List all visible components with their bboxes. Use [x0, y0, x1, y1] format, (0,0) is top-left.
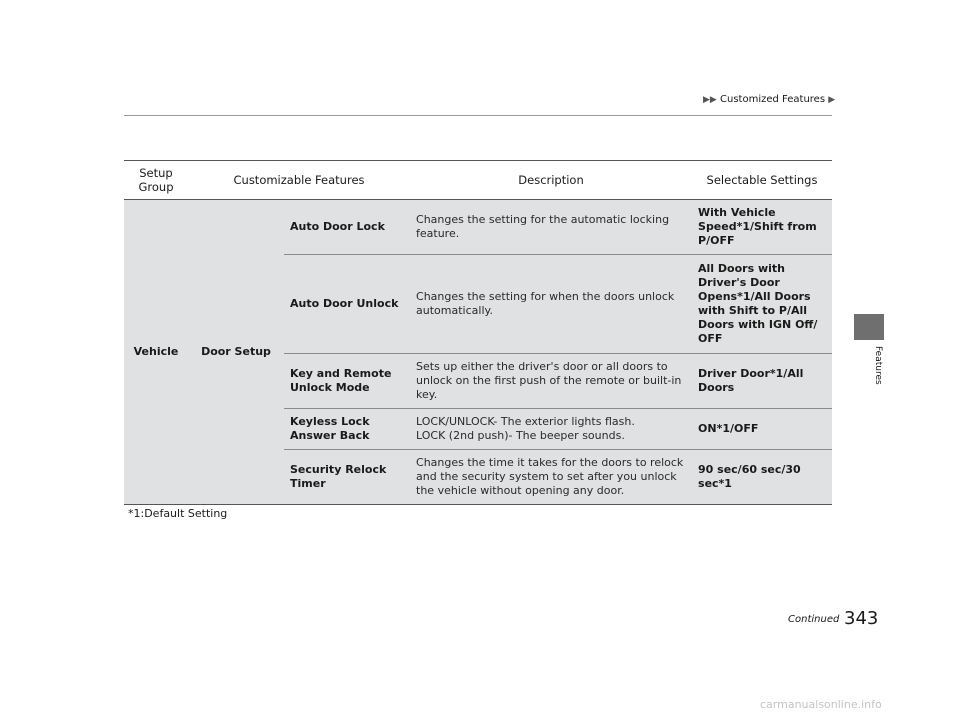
column-header-setup-group: Setup Group	[124, 161, 188, 200]
description-cell	[410, 409, 692, 450]
section-tab-label: Features	[873, 346, 883, 385]
section-tab	[854, 314, 884, 340]
breadcrumb-label[interactable]: Customized Features	[720, 94, 826, 105]
subgroup-cell: Door Setup	[188, 200, 284, 505]
customizable-features-table	[124, 160, 832, 505]
feature-cell: Auto Door Unlock	[284, 255, 410, 354]
column-header-customizable-features: Customizable Features	[188, 161, 410, 200]
description-cell	[410, 255, 692, 354]
description-cell	[410, 354, 692, 409]
continued-label: Continued	[788, 614, 840, 625]
settings-cell: With Vehicle Speed*1/Shift from P/OFF	[692, 200, 832, 255]
description-cell	[410, 450, 692, 505]
breadcrumb	[703, 94, 835, 105]
feature-cell: Key and Remote Unlock Mode	[284, 354, 410, 409]
feature-cell: Auto Door Lock	[284, 200, 410, 255]
column-header-selectable-settings: Selectable Settings	[692, 161, 832, 200]
settings-cell: ON*1/OFF	[692, 409, 832, 450]
watermark: carmanualsonline.info	[760, 698, 882, 711]
description-line: Changes the setting for the automatic locking feature.	[416, 213, 670, 240]
description-line: Changes the setting for when the doors unlock automatically.	[416, 290, 675, 317]
feature-cell: Keyless Lock Answer Back	[284, 409, 410, 450]
settings-cell: Driver Door*1/All Doors	[692, 354, 832, 409]
column-header-description: Description	[410, 161, 692, 200]
table-row	[124, 200, 832, 255]
page-number: 343	[844, 608, 879, 629]
description-line: LOCK (2nd push)- The beeper sounds.	[416, 429, 625, 442]
breadcrumb-arrow-icon: ▶▶	[703, 95, 717, 105]
settings-cell: 90 sec/60 sec/30 sec*1	[692, 450, 832, 505]
setup-group-cell: Vehicle	[124, 200, 188, 505]
description-line: LOCK/UNLOCK- The exterior lights flash.	[416, 415, 635, 428]
footnote: *1:Default Setting	[128, 507, 228, 520]
description-line: Sets up either the driver's door or all doors to unlock on the first push of the remote or built-in key.	[416, 360, 682, 401]
description-line: Changes the time it takes for the doors to relock and the security system to set after you unlock the vehicle without opening any door.	[416, 456, 684, 497]
settings-cell: All Doors with Driver's Door Opens*1/All Doors with Shift to P/All Doors with IGN Off/ OFF	[692, 255, 832, 354]
feature-cell: Security Relock Timer	[284, 450, 410, 505]
table-header-row	[124, 161, 832, 200]
header-rule	[124, 115, 832, 116]
description-cell	[410, 200, 692, 255]
breadcrumb-tail-arrow-icon: ▶	[828, 95, 836, 105]
